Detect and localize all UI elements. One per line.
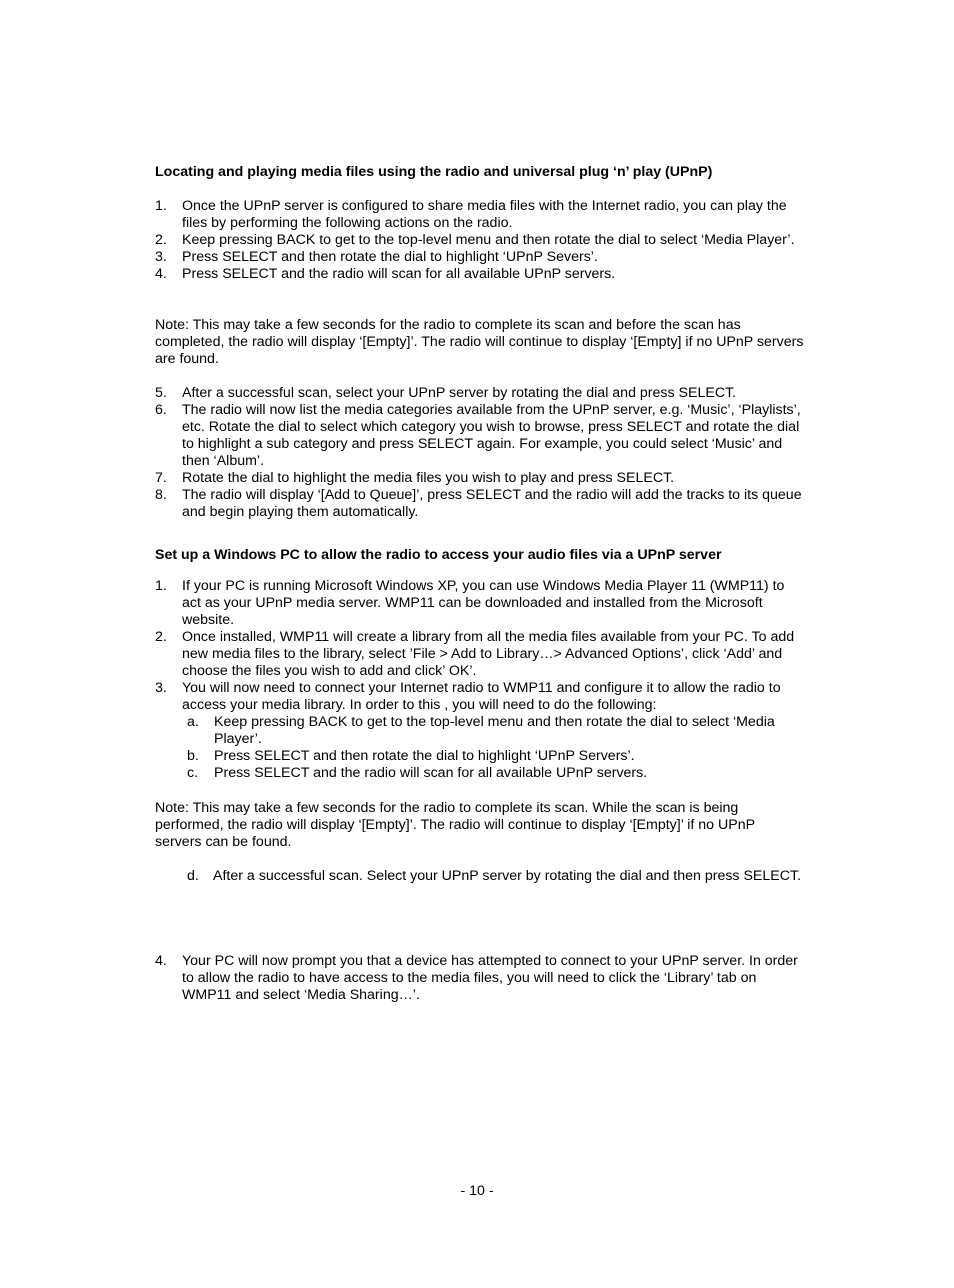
page-number: - 10 - (460, 1183, 494, 1199)
sub-list-item-letter: c. (187, 765, 199, 781)
section-heading-upnp-playback: Locating and playing media files using the radio and universal plug ‘n’ play (UPnP) (155, 164, 713, 180)
substep-d (155, 868, 805, 885)
list-item-text: Your PC will now prompt you that a device has attempted to connect to your UPnP server. In order to allow the radio to have access to the media files, you will need to click the ‘Library’ tab on WMP11 and select ‘Media Sharing…’. (182, 953, 798, 1003)
setup-steps-list (155, 578, 805, 782)
list-item-text: Rotate the dial to highlight the media files you wish to play and press SELECT. (182, 470, 675, 486)
list-item (155, 402, 805, 470)
list-item-text: Once the UPnP server is configured to share media files with the Internet radio, you can play the files by performing the following actions on the radio. (182, 198, 787, 231)
list-item-number: 3. (155, 249, 167, 265)
list-item-text: The radio will now list the media categories available from the UPnP server, e.g. ‘Music’, ‘Playlists’, etc. Rotate the dial to select which category you wish to browse, press SELECT and rotate the dial to highlight a sub category and press SELECT again. For example, you could select ‘Music’ and then ‘Album’. (182, 402, 801, 469)
sub-list-item-text: Press SELECT and then rotate the dial to highlight ‘UPnP Servers’. (214, 748, 635, 764)
section-heading-windows-pc-setup: Set up a Windows PC to allow the radio to access your audio files via a UPnP server (155, 547, 722, 563)
list-item (155, 198, 805, 232)
sub-list-item-letter: d. (187, 868, 199, 884)
list-item (155, 470, 805, 487)
list-item-text: The radio will display ‘[Add to Queue]’, press SELECT and the radio will add the tracks to its queue and begin playing them automatically. (182, 487, 802, 520)
sub-list-item (155, 748, 805, 765)
list-item (155, 487, 805, 521)
list-item-number: 1. (155, 198, 167, 214)
list-item-number: 5. (155, 385, 167, 401)
list-item (155, 385, 805, 402)
list-item-number: 2. (155, 232, 167, 248)
list-item (155, 266, 805, 283)
list-item-number: 7. (155, 470, 167, 486)
list-item-number: 3. (155, 680, 167, 696)
list-item (155, 953, 805, 1004)
list-item-number: 4. (155, 953, 167, 969)
list-item (155, 232, 805, 249)
list-item-number: 6. (155, 402, 167, 418)
list-item-text: Press SELECT and the radio will scan for all available UPnP servers. (182, 266, 616, 282)
list-item (155, 249, 805, 266)
list-item-text: After a successful scan, select your UPnP server by rotating the dial and press SELECT. (182, 385, 737, 401)
sub-list-item (155, 714, 805, 748)
scan-note-paragraph: Note: This may take a few seconds for the radio to complete its scan and before the scan has completed, the radio will display ‘[Empty]’. The radio will continue to display ‘[Empty] if no UPnP servers are found. (155, 317, 804, 367)
sub-list-item-text: After a successful scan. Select your UPnP server by rotating the dial and then press SELECT. (213, 868, 802, 884)
list-item-number: 8. (155, 487, 167, 503)
list-item-number: 4. (155, 266, 167, 282)
list-item-text: You will now need to connect your Internet radio to WMP11 and configure it to allow the radio to access your media library. In order to this , you will need to do the following: (182, 680, 781, 713)
setup-step-4 (155, 953, 805, 1004)
list-item-text: Press SELECT and then rotate the dial to highlight ‘UPnP Severs’. (182, 249, 598, 265)
sub-list-item-text: Press SELECT and the radio will scan for all available UPnP servers. (214, 765, 648, 781)
list-item-text: If your PC is running Microsoft Windows XP, you can use Windows Media Player 11 (WMP11) to act as your UPnP media server. WMP11 can be downloaded and installed from the Microsoft website. (182, 578, 785, 628)
list-item-text: Keep pressing BACK to get to the top-level menu and then rotate the dial to select ‘Media Player’. (182, 232, 795, 248)
sub-list-item-text: Keep pressing BACK to get to the top-level menu and then rotate the dial to select ‘Media Player’. (214, 714, 775, 747)
sub-list-item-letter: b. (187, 748, 199, 764)
list-item (155, 578, 805, 629)
sub-list-item-letter: a. (187, 714, 199, 730)
list-item (155, 680, 805, 714)
playback-steps-list-b (155, 385, 805, 521)
list-item-number: 2. (155, 629, 167, 645)
playback-steps-list-a (155, 198, 805, 283)
list-item-text: Once installed, WMP11 will create a library from all the media files available from your PC. To add new media files to the library, select ’File > Add to Library…> Advanced Options’, click ‘Add’ and choose the files you wish to add and click’ OK’. (182, 629, 795, 679)
sub-list-item (155, 765, 805, 782)
list-item-number: 1. (155, 578, 167, 594)
scan-note-paragraph-2: Note: This may take a few seconds for the radio to complete its scan. While the scan is being performed, the radio will display ‘[Empty]’. The radio will continue to display ‘[Empty]’ if no UPnP servers can be found. (155, 800, 755, 850)
list-item (155, 629, 805, 680)
sub-list-item (155, 868, 805, 885)
